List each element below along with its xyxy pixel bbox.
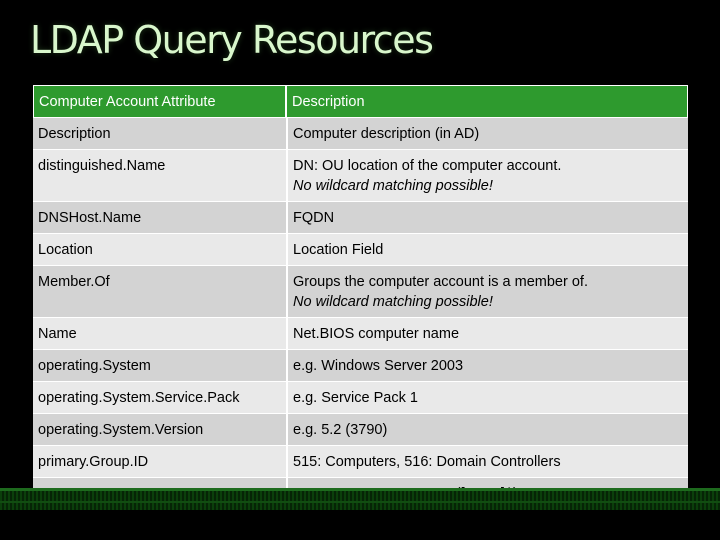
description-text: DN: OU location of the computer account. <box>293 158 562 174</box>
attribute-cell: operating.System <box>33 350 286 382</box>
description-text: FQDN <box>293 210 335 226</box>
description-cell <box>286 150 688 202</box>
attribute-cell: primary.Group.ID <box>33 446 286 478</box>
footer-stripe-decoration <box>0 488 720 510</box>
description-note: No wildcard matching possible! <box>293 294 493 310</box>
description-text: Groups the computer account is a member of. <box>293 274 588 290</box>
table-row <box>33 202 688 234</box>
description-cell <box>286 414 688 446</box>
description-cell <box>286 350 688 382</box>
attribute-cell: Member.Of <box>33 266 286 318</box>
description-text: 515: Computers, 516: Domain Controllers <box>293 454 561 470</box>
description-cell <box>286 118 688 150</box>
description-text: Computer description (in AD) <box>293 126 480 142</box>
table-header-row <box>33 85 688 118</box>
slide-title: LDAP Query Resources <box>30 18 433 62</box>
attribute-table <box>33 85 688 510</box>
description-cell <box>286 446 688 478</box>
attribute-cell: operating.System.Version <box>33 414 286 446</box>
table-row <box>33 318 688 350</box>
attribute-cell: DNSHost.Name <box>33 202 286 234</box>
table-row <box>33 382 688 414</box>
description-text: Net.BIOS computer name <box>293 326 460 342</box>
table-row <box>33 234 688 266</box>
table-row <box>33 350 688 382</box>
attribute-cell: Name <box>33 318 286 350</box>
description-text: e.g. Service Pack 1 <box>293 390 418 406</box>
table-row <box>33 414 688 446</box>
description-cell <box>286 234 688 266</box>
description-cell <box>286 266 688 318</box>
description-cell <box>286 318 688 350</box>
attribute-cell: Description <box>33 118 286 150</box>
column-header-description: Description <box>286 85 688 118</box>
description-cell <box>286 202 688 234</box>
table-row <box>33 266 688 318</box>
column-header-attribute: Computer Account Attribute <box>33 85 286 118</box>
attribute-cell: distinguished.Name <box>33 150 286 202</box>
table-row <box>33 446 688 478</box>
description-text: e.g. Windows Server 2003 <box>293 358 464 374</box>
attribute-cell: Location <box>33 234 286 266</box>
description-text: Location Field <box>293 242 384 258</box>
description-cell <box>286 382 688 414</box>
description-text: e.g. 5.2 (3790) <box>293 422 388 438</box>
table-row <box>33 150 688 202</box>
description-note: No wildcard matching possible! <box>293 178 493 194</box>
table-row <box>33 118 688 150</box>
attribute-cell: operating.System.Service.Pack <box>33 382 286 414</box>
